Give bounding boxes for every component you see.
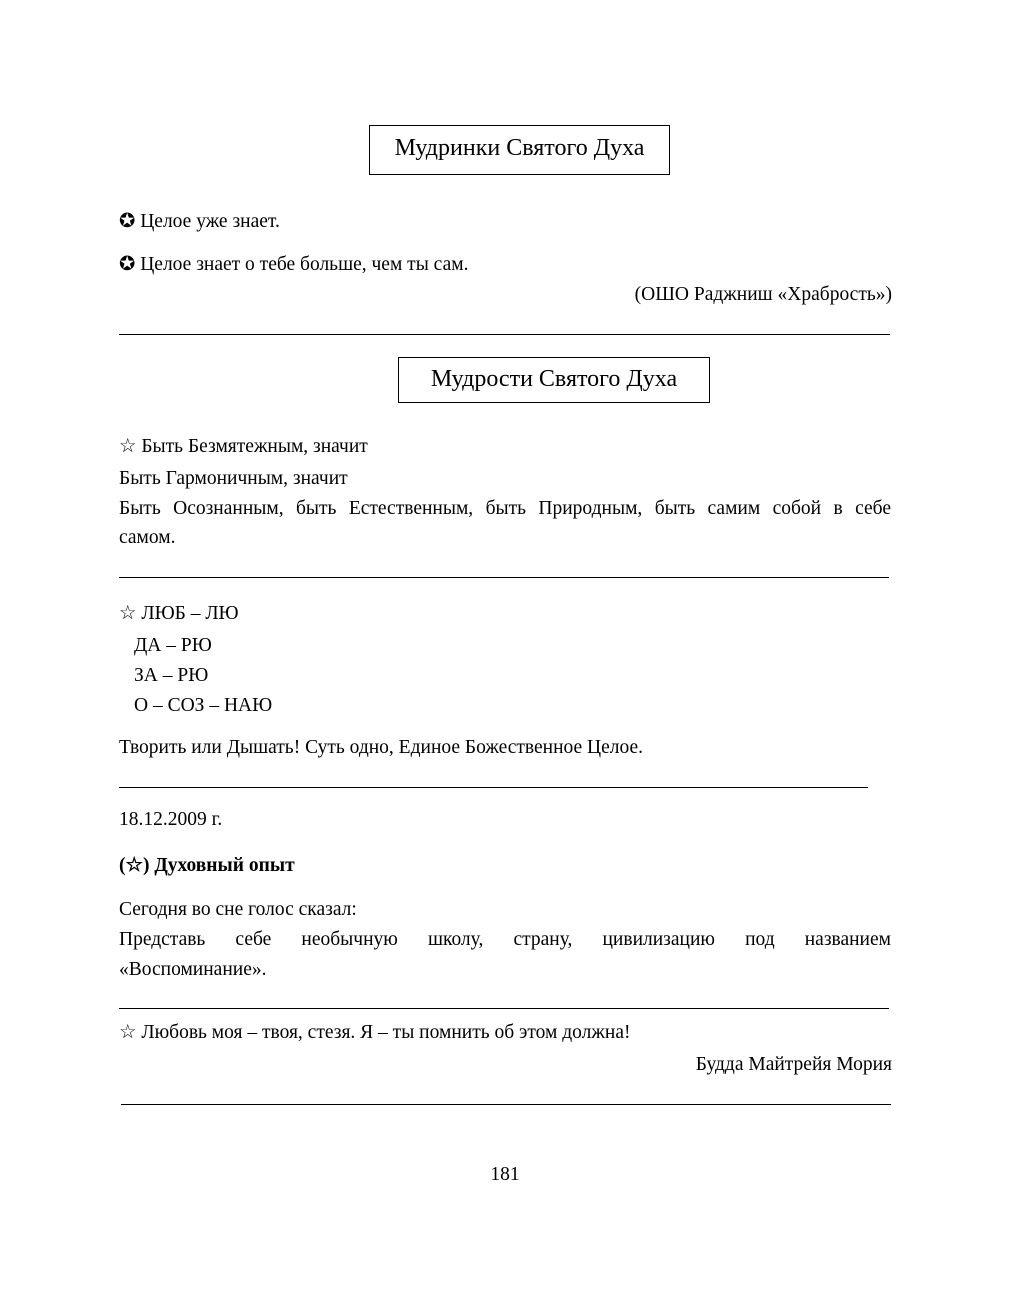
quote-author: Будда Майтрейя Мория bbox=[695, 1054, 892, 1075]
separator-line bbox=[119, 334, 890, 335]
separator-line bbox=[119, 787, 868, 788]
aphorism-line: ✪ Целое знает о тебе больше, чем ты сам. bbox=[119, 254, 469, 275]
wordplay-line: О – СОЗ – НАЮ bbox=[134, 695, 273, 716]
text-line: Сегодня во сне голос сказал: bbox=[119, 899, 357, 920]
section-title-box: Мудринки Святого Духа bbox=[369, 125, 670, 175]
date: 18.12.2009 г. bbox=[119, 809, 223, 830]
page-number: 181 bbox=[490, 1164, 520, 1185]
section-title-box: Мудрости Святого Духа bbox=[398, 357, 710, 403]
quote: ☆ Любовь моя – твоя, стезя. Я – ты помнить об этом должна! bbox=[119, 1022, 631, 1043]
entry-heading: (☆) Духовный опыт bbox=[119, 855, 295, 876]
wordplay-line: ☆ ЛЮБ – ЛЮ bbox=[119, 603, 239, 624]
separator-line bbox=[119, 577, 889, 578]
text-line: Творить или Дышать! Суть одно, Единое Божественное Целое. bbox=[119, 737, 644, 758]
text-line: Быть Гармоничным, значит bbox=[119, 468, 348, 489]
text-line: ☆ Быть Безмятежным, значит bbox=[119, 436, 368, 457]
separator-line bbox=[119, 1008, 889, 1009]
text-line: «Воспоминание». bbox=[119, 959, 267, 980]
aphorism-line: ✪ Целое уже знает. bbox=[119, 211, 280, 232]
text-line-justified: Представь себе необычную школу, страну, цивилизацию под названием bbox=[119, 929, 891, 950]
wordplay-line: ЗА – РЮ bbox=[134, 665, 209, 686]
attribution: (ОШО Раджниш «Храбрость») bbox=[634, 284, 892, 305]
separator-line bbox=[121, 1104, 891, 1105]
text-line-justified: Быть Осознанным, быть Естественным, быть Природным, быть самим собой в себе bbox=[119, 498, 891, 519]
wordplay-line: ДА – РЮ bbox=[134, 635, 212, 656]
text-line: самом. bbox=[119, 527, 176, 548]
